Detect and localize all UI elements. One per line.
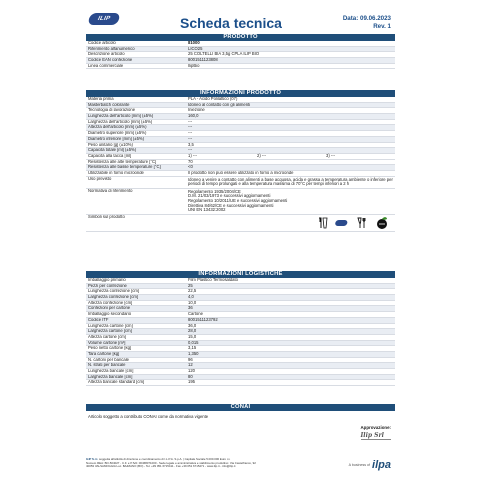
row-label: N. cartoni per bancale xyxy=(88,357,129,362)
row-label: Lunghezza bancale [cm] xyxy=(88,369,134,373)
row-label: Pezzi per confezione xyxy=(88,283,127,288)
table-row xyxy=(86,64,395,70)
capacity-3: 3) --- xyxy=(326,152,336,158)
approval-label: Approvazione: xyxy=(360,425,391,430)
row-label: Linea commerciale xyxy=(88,63,124,68)
row-label: Peso unitario [g] (±10%) xyxy=(88,142,133,147)
row-label: Confezioni per cartone xyxy=(88,306,131,311)
row-value: --- xyxy=(188,148,193,153)
business-brand xyxy=(349,459,391,471)
cup-fork-icon xyxy=(318,217,328,229)
row-label: Codice articolo xyxy=(88,41,116,45)
prodotto-section xyxy=(86,34,395,69)
normativa-line: D.M. 21/03/1973 e successivi aggiornamenti xyxy=(188,193,271,199)
row-label: Larghezza bancale [cm] xyxy=(88,374,133,379)
row-value: 22,5 xyxy=(188,289,197,294)
uso-row xyxy=(86,177,395,189)
symbols-label: Simboli sul prodotto xyxy=(88,214,125,219)
row-value: --- xyxy=(188,131,193,136)
logistiche-section xyxy=(86,271,395,386)
date-revision xyxy=(343,15,391,31)
row-label: Altezza dell'articolo [mm] (±5%) xyxy=(88,125,147,130)
row-label: Lunghezza cartone [cm] xyxy=(88,323,133,328)
prodotto-rows xyxy=(86,41,395,69)
row-value: Idoneo al contatto con gli alimenti xyxy=(188,102,251,107)
row-value: 10,0 xyxy=(188,300,197,305)
footer xyxy=(86,458,286,469)
row-label: Riferimento alfanumerico xyxy=(88,46,135,51)
row-value: 15,0 xyxy=(188,334,197,339)
row-value: 120 xyxy=(188,369,195,373)
normativa-line: Direttiva 84/62/CE e successivi aggiornamenti xyxy=(188,202,274,208)
row-value: Iniezione xyxy=(188,108,205,113)
row-value: 36,0 xyxy=(188,323,197,328)
footer-line1: soggetta all'attività di direzione e coordinamento di I.L.P.A. S.p.A. | Capitale Sociale 5.000.000 Euro i.v. xyxy=(98,457,231,461)
row-label: Capacità totale [ml] (±5%) xyxy=(88,148,137,153)
prodotto-heading: PRODOTTO xyxy=(86,34,395,41)
symbols-row xyxy=(86,215,395,232)
ilpa-logo: ilpa xyxy=(372,459,391,471)
row-label: Resistenza alle basse temperature [°C] xyxy=(88,165,161,170)
conai-text: Articolo soggetto a contributo CONAI come da normativa vigente xyxy=(88,414,209,419)
row-value: 8001511123808 xyxy=(188,58,218,63)
row-value: 70 xyxy=(188,159,193,164)
ilip-logo: ILIP xyxy=(87,13,120,25)
row-value: 81000 xyxy=(188,41,200,45)
row-label: Tara cartone [kg] xyxy=(88,351,120,356)
row-label: Larghezza cartone [cm] xyxy=(88,329,132,334)
row-value: <0 xyxy=(188,165,193,170)
row-label: Lunghezza dell'articolo [mm] (±5%) xyxy=(88,114,154,119)
row-value: 3,15 xyxy=(188,346,197,351)
technical-sheet xyxy=(84,7,397,473)
row-value: 28,0 xyxy=(188,329,197,334)
row-value: 0,015 xyxy=(188,340,199,345)
row-label: Altezza confezione [cm] xyxy=(88,300,133,305)
row-label: Imballaggio primario xyxy=(88,278,126,282)
business-label: A business of xyxy=(348,463,371,467)
row-value: 12 xyxy=(188,363,193,368)
logistiche-rows xyxy=(86,278,395,386)
row-label: N. strati per bancale xyxy=(88,363,126,368)
row-value: Film Plastico Termosaldato xyxy=(188,278,238,282)
row-value: Cartone xyxy=(188,312,203,317)
normativa-line: Regolamento 10/2011/UE e successivi aggiornamenti xyxy=(188,198,288,203)
row-label: Larghezza confezione [cm] xyxy=(88,295,139,300)
row-label: Diametro inferiore [mm] (±5%) xyxy=(88,136,145,141)
row-label: Masterbatch colorante xyxy=(88,102,130,107)
page-title: Scheda tecnica xyxy=(180,15,282,31)
symbols-list xyxy=(316,215,389,231)
normativa-row xyxy=(86,189,395,215)
conai-heading: CONAI xyxy=(86,404,395,411)
info-rows xyxy=(86,97,395,154)
row-value: 36 xyxy=(188,306,193,311)
row-value: 8001511123792 xyxy=(188,317,218,322)
normativa-line: UNI EN 13432:2002 xyxy=(188,207,226,213)
info-section xyxy=(86,90,395,232)
row-value: --- xyxy=(188,119,193,124)
row-label: Descrizione articolo xyxy=(88,52,125,57)
info-heading: INFORMAZIONI PRODOTTO xyxy=(86,90,395,97)
logistiche-heading: INFORMAZIONI LOGISTICHE xyxy=(86,271,395,278)
row-label: Materia prima xyxy=(88,97,114,101)
row-value: 1,350 xyxy=(188,351,199,356)
capacity-label: Capacità alla tacca [ml] xyxy=(88,153,132,158)
row-value: IlipBio xyxy=(188,63,200,68)
row-value: 96 xyxy=(188,357,193,362)
row-label: Utilizzabile in forno microonde xyxy=(88,170,144,175)
row-label: Diametro superiore [mm] (±5%) xyxy=(88,131,147,136)
row-label: Imballaggio secondario xyxy=(88,312,132,317)
row-value: PLA - Acido Polilattico (07) xyxy=(188,97,238,101)
row-value: --- xyxy=(188,136,193,141)
ilip-brand-icon xyxy=(335,219,349,227)
row-label: Tecnologia di lavorazione xyxy=(88,108,136,113)
capacity-2: 2) --- xyxy=(257,152,267,158)
row-label: Peso netto cartone [kg] xyxy=(88,346,132,351)
row-value: Il prodotto non può essere utilizzato in forno a microonde xyxy=(188,170,294,175)
normativa-label: Normativa di riferimento xyxy=(88,188,133,193)
revision-label: Rev. 1 xyxy=(373,23,391,30)
row-label: Resistenza alle alte temperature [°C] xyxy=(88,159,157,164)
compost-icon xyxy=(375,216,389,230)
row-value: 25 xyxy=(188,283,193,288)
row-value: --- xyxy=(188,125,193,130)
date-label: Data: 09.06.2023 xyxy=(342,15,391,22)
table-row xyxy=(86,380,395,386)
row-label: Altezza cartone [cm] xyxy=(88,334,126,339)
footer-line3: 40053 VALSAMOGGIA Loc. BAZZANO (BO) - Tel. +39 051 6715411 - Fax +39 051 6715471 - www.ilip.it - info@ilip.it xyxy=(86,464,236,469)
row-value: LICO25 xyxy=(188,46,203,51)
footer-company: ILIP S.r.l. xyxy=(86,457,99,461)
row-label: Codice EAN confezione xyxy=(88,58,133,63)
signature: Ilip Srl xyxy=(361,432,391,440)
approval-block xyxy=(361,425,392,440)
normativa-line: Regolamento 1935/2004/CE xyxy=(188,188,241,194)
row-value: 160,0 xyxy=(188,114,199,119)
normativa-list xyxy=(186,189,395,214)
capacity-values xyxy=(186,154,395,159)
row-label: Larghezza dell'articolo [mm] (±5%) xyxy=(88,119,153,124)
capacity-1: 1) --- xyxy=(188,152,198,158)
food-contact-glass-fork-icon xyxy=(356,217,368,229)
uso-value: Idoneo a venire a contatto con alimenti a base acquosa, acida e grassa a temperatura ambiente o inferiore per periodi di tempo prolungati e alla temperatura massima di 70°C per tempi inferiori a 2 h xyxy=(188,176,393,187)
conai-section xyxy=(86,404,395,422)
row-value: 4,0 xyxy=(188,295,194,300)
row-value: 195 xyxy=(188,380,195,385)
uso-label: Uso previsto xyxy=(88,176,112,181)
row-label: Codice ITF xyxy=(88,317,109,322)
row-label: Volume cartone [m³] xyxy=(88,340,126,345)
row-label: Lunghezza confezione [cm] xyxy=(88,289,139,294)
row-value: 25 COLTELLI BIA 3,5g CPLA ILIP BIO xyxy=(188,52,260,57)
info-rows-2 xyxy=(86,160,395,177)
footer-line2: Numero REA: BO-504027 - C.F. e P.IVA: 00468071000 - Sede legale e amministrativa e stabilimento produttivo: Via Castelfranco, 92 xyxy=(86,460,256,465)
row-label: Altezza bancale standard [cm] xyxy=(88,380,145,385)
row-value: 3,5 xyxy=(188,142,194,147)
row-value: 80 xyxy=(188,374,193,379)
